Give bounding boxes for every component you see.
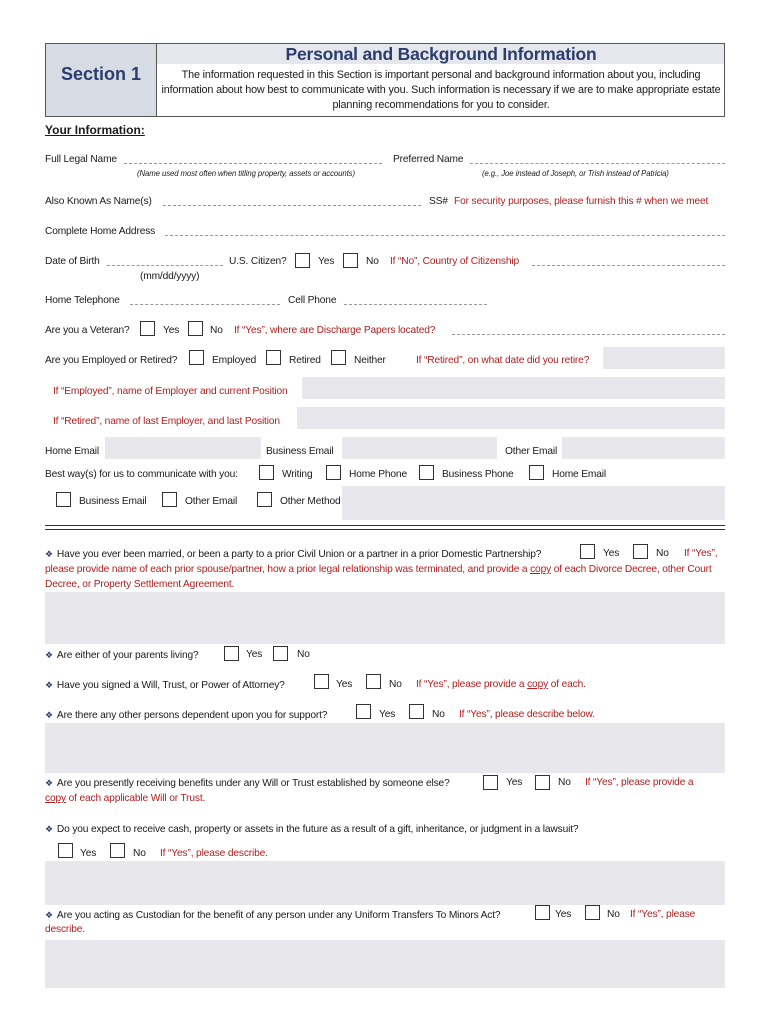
custodian-note-b: describe. bbox=[45, 924, 85, 935]
home-email-label: Home Email bbox=[45, 446, 99, 457]
business-phone-checkbox[interactable] bbox=[419, 465, 434, 480]
question-parents bbox=[45, 649, 199, 662]
married-yes-label: Yes bbox=[603, 548, 620, 559]
question-custodian-text: Are you acting as Custodian for the benefit of any person under any Uniform Transfers To Minors Act? bbox=[56, 910, 501, 921]
home-email-option-label: Home Email bbox=[552, 469, 606, 480]
benefits-note-a-text: If “Yes”, please provide a bbox=[585, 777, 694, 788]
discharge-papers-field[interactable] bbox=[452, 334, 725, 335]
question-married-text: Have you ever been married, or been a party to a prior Civil Union or a partner in a prior Domestic Partnership? bbox=[56, 549, 542, 560]
home-phone-label: Home Telephone bbox=[45, 295, 120, 306]
home-address-field[interactable] bbox=[165, 235, 725, 236]
employer-field[interactable] bbox=[302, 377, 725, 399]
home-email-checkbox[interactable] bbox=[529, 465, 544, 480]
full-legal-name-hint: (Name used most often when titling property, assets or accounts) bbox=[137, 169, 355, 178]
will-no-checkbox[interactable] bbox=[366, 674, 381, 689]
benefits-note-a bbox=[585, 777, 693, 789]
future-assets-note: If “Yes”, please describe. bbox=[160, 848, 268, 859]
married-note bbox=[45, 562, 725, 592]
page-title: Personal and Background Information bbox=[285, 44, 597, 64]
home-email-field[interactable] bbox=[105, 437, 261, 459]
us-citizen-no-label: No bbox=[366, 256, 379, 267]
dependents-note: If “Yes”, please describe below. bbox=[459, 709, 595, 720]
custodian-yes-label: Yes bbox=[555, 909, 572, 920]
married-details-field[interactable] bbox=[45, 592, 725, 644]
preferred-name-label: Preferred Name bbox=[393, 154, 464, 165]
parents-yes-checkbox[interactable] bbox=[224, 646, 239, 661]
veteran-yes-checkbox[interactable] bbox=[140, 321, 155, 336]
will-note-copy: copy bbox=[527, 679, 549, 690]
future-assets-no-label: No bbox=[133, 848, 146, 859]
aka-label: Also Known As Name(s) bbox=[45, 196, 152, 207]
question-will bbox=[45, 679, 285, 692]
veteran-no-checkbox[interactable] bbox=[188, 321, 203, 336]
custodian-yes-checkbox[interactable] bbox=[535, 905, 550, 920]
citizenship-note: If “No”, Country of Citizenship bbox=[390, 256, 519, 267]
home-address-label: Complete Home Address bbox=[45, 226, 156, 237]
parents-no-label: No bbox=[297, 649, 310, 660]
parents-no-checkbox[interactable] bbox=[273, 646, 288, 661]
diamond-bullet-icon: ❖ bbox=[45, 910, 53, 920]
dependents-yes-checkbox[interactable] bbox=[356, 704, 371, 719]
home-phone-field[interactable] bbox=[130, 304, 280, 305]
citizenship-field[interactable] bbox=[532, 265, 725, 266]
aka-field[interactable] bbox=[163, 205, 421, 206]
dependents-no-checkbox[interactable] bbox=[409, 704, 424, 719]
future-assets-yes-label: Yes bbox=[80, 848, 97, 859]
question-future-assets bbox=[45, 823, 578, 836]
other-email-checkbox[interactable] bbox=[162, 492, 177, 507]
married-note-copy: copy bbox=[530, 564, 552, 575]
married-no-checkbox[interactable] bbox=[633, 544, 648, 559]
diamond-bullet-icon: ❖ bbox=[45, 549, 53, 559]
married-yes-checkbox[interactable] bbox=[580, 544, 595, 559]
custodian-details-field[interactable] bbox=[45, 940, 725, 988]
cell-phone-field[interactable] bbox=[344, 304, 487, 305]
benefits-no-checkbox[interactable] bbox=[535, 775, 550, 790]
question-dependents bbox=[45, 709, 327, 722]
business-email-checkbox[interactable] bbox=[56, 492, 71, 507]
question-custodian bbox=[45, 909, 500, 922]
last-employer-note: If “Retired”, name of last Employer, and last Position bbox=[53, 416, 280, 427]
benefits-note-b-text: of each applicable Will or Trust. bbox=[68, 793, 206, 804]
employed-label: Employed bbox=[212, 355, 257, 366]
last-employer-field[interactable] bbox=[297, 407, 725, 429]
benefits-note-b bbox=[45, 793, 205, 805]
will-note bbox=[416, 679, 586, 691]
question-future-assets-text: Do you expect to receive cash, property or assets in the future as a result of a gift, inheritance, or judgment in a lawsuit? bbox=[56, 824, 579, 835]
dob-hint: (mm/dd/yyyy) bbox=[140, 271, 200, 282]
section-label: Section 1 bbox=[60, 64, 142, 84]
will-yes-checkbox[interactable] bbox=[314, 674, 329, 689]
your-information-heading: Your Information: bbox=[45, 123, 145, 137]
neither-checkbox[interactable] bbox=[331, 350, 346, 365]
full-legal-name-field[interactable] bbox=[124, 163, 382, 164]
question-will-text: Have you signed a Will, Trust, or Power of Attorney? bbox=[56, 680, 285, 691]
employment-label: Are you Employed or Retired? bbox=[45, 355, 178, 366]
question-married bbox=[45, 548, 541, 561]
dob-label: Date of Birth bbox=[45, 256, 100, 267]
will-yes-label: Yes bbox=[336, 679, 353, 690]
dependents-no-label: No bbox=[432, 709, 445, 720]
benefits-no-label: No bbox=[558, 777, 571, 788]
business-email-label: Business Email bbox=[266, 446, 334, 457]
full-legal-name-label: Full Legal Name bbox=[45, 154, 117, 165]
writing-checkbox[interactable] bbox=[259, 465, 274, 480]
other-method-field[interactable] bbox=[342, 486, 725, 520]
retired-date-field[interactable] bbox=[603, 347, 725, 369]
writing-label: Writing bbox=[282, 469, 313, 480]
retired-checkbox[interactable] bbox=[266, 350, 281, 365]
veteran-no-label: No bbox=[210, 325, 223, 336]
married-no-label: No bbox=[656, 548, 669, 559]
best-way-label: Best way(s) for us to communicate with you: bbox=[45, 469, 238, 480]
other-email-option-label: Other Email bbox=[185, 496, 238, 507]
us-citizen-yes-label: Yes bbox=[318, 256, 335, 267]
will-note-a: If “Yes”, please provide a bbox=[416, 679, 525, 690]
veteran-label: Are you a Veteran? bbox=[45, 325, 130, 336]
intro-text: The information requested in this Section is important personal and background information about you, including information about how best to communicate with you. Such information is necessary if we are to make appropriate estate planning recommendations for you to consider. bbox=[161, 69, 721, 111]
dependents-details-field[interactable] bbox=[45, 723, 725, 773]
question-benefits-text: Are you presently receiving benefits under any Will or Trust established by someone else? bbox=[56, 778, 450, 789]
benefits-yes-checkbox[interactable] bbox=[483, 775, 498, 790]
us-citizen-label: U.S. Citizen? bbox=[229, 256, 287, 267]
future-assets-details-field[interactable] bbox=[45, 861, 725, 905]
dependents-yes-label: Yes bbox=[379, 709, 396, 720]
retired-label: Retired bbox=[289, 355, 321, 366]
future-assets-no-checkbox[interactable] bbox=[110, 843, 125, 858]
other-method-option-label: Other Method bbox=[280, 496, 341, 507]
business-email-option-label: Business Email bbox=[79, 496, 147, 507]
other-email-label: Other Email bbox=[505, 446, 558, 457]
business-phone-option-label: Business Phone bbox=[442, 469, 514, 480]
us-citizen-yes-checkbox[interactable] bbox=[295, 253, 310, 268]
question-dependents-text: Are there any other persons dependent upon you for support? bbox=[56, 710, 328, 721]
retired-date-note: If “Retired”, on what date did you retire? bbox=[416, 355, 590, 366]
benefits-note-copy: copy bbox=[45, 793, 66, 804]
employed-checkbox[interactable] bbox=[189, 350, 204, 365]
us-citizen-no-checkbox[interactable] bbox=[343, 253, 358, 268]
neither-label: Neither bbox=[354, 355, 386, 366]
diamond-bullet-icon: ❖ bbox=[45, 824, 53, 834]
custodian-no-checkbox[interactable] bbox=[585, 905, 600, 920]
question-parents-text: Are either of your parents living? bbox=[56, 650, 199, 661]
married-note-a: If “Yes”, bbox=[684, 548, 718, 559]
question-benefits bbox=[45, 777, 450, 790]
home-phone-checkbox[interactable] bbox=[326, 465, 341, 480]
future-assets-yes-checkbox[interactable] bbox=[58, 843, 73, 858]
diamond-bullet-icon: ❖ bbox=[45, 680, 53, 690]
preferred-name-field[interactable] bbox=[470, 163, 725, 164]
home-phone-option-label: Home Phone bbox=[349, 469, 407, 480]
diamond-bullet-icon: ❖ bbox=[45, 710, 53, 720]
ss-label: SS# bbox=[429, 196, 448, 207]
cell-phone-label: Cell Phone bbox=[288, 295, 337, 306]
custodian-note-a: If “Yes”, please bbox=[630, 909, 696, 920]
diamond-bullet-icon: ❖ bbox=[45, 778, 53, 788]
other-email-field[interactable] bbox=[562, 437, 725, 459]
preferred-name-hint: (e.g., Joe instead of Joseph, or Trish instead of Patricia) bbox=[482, 169, 669, 178]
dob-field[interactable] bbox=[107, 265, 223, 266]
custodian-no-label: No bbox=[607, 909, 620, 920]
parents-yes-label: Yes bbox=[246, 649, 263, 660]
veteran-yes-label: Yes bbox=[163, 325, 180, 336]
other-method-checkbox[interactable] bbox=[257, 492, 272, 507]
benefits-yes-label: Yes bbox=[506, 777, 523, 788]
married-note-b: please provide name of each prior spouse/partner, how a prior legal relationship was terminated, and provide a bbox=[45, 564, 528, 575]
married-note-c: of each Divorce Decree, other Court Decree, or Property Settlement Agreement. bbox=[45, 564, 712, 590]
will-note-b: of each. bbox=[550, 679, 586, 690]
business-email-field[interactable] bbox=[342, 437, 497, 459]
will-no-label: No bbox=[389, 679, 402, 690]
veteran-note: If “Yes”, where are Discharge Papers located? bbox=[234, 325, 436, 336]
ss-note: For security purposes, please furnish this # when we meet bbox=[454, 196, 709, 207]
employer-note: If “Employed”, name of Employer and current Position bbox=[53, 386, 288, 397]
diamond-bullet-icon: ❖ bbox=[45, 650, 53, 660]
section-divider bbox=[45, 525, 725, 530]
